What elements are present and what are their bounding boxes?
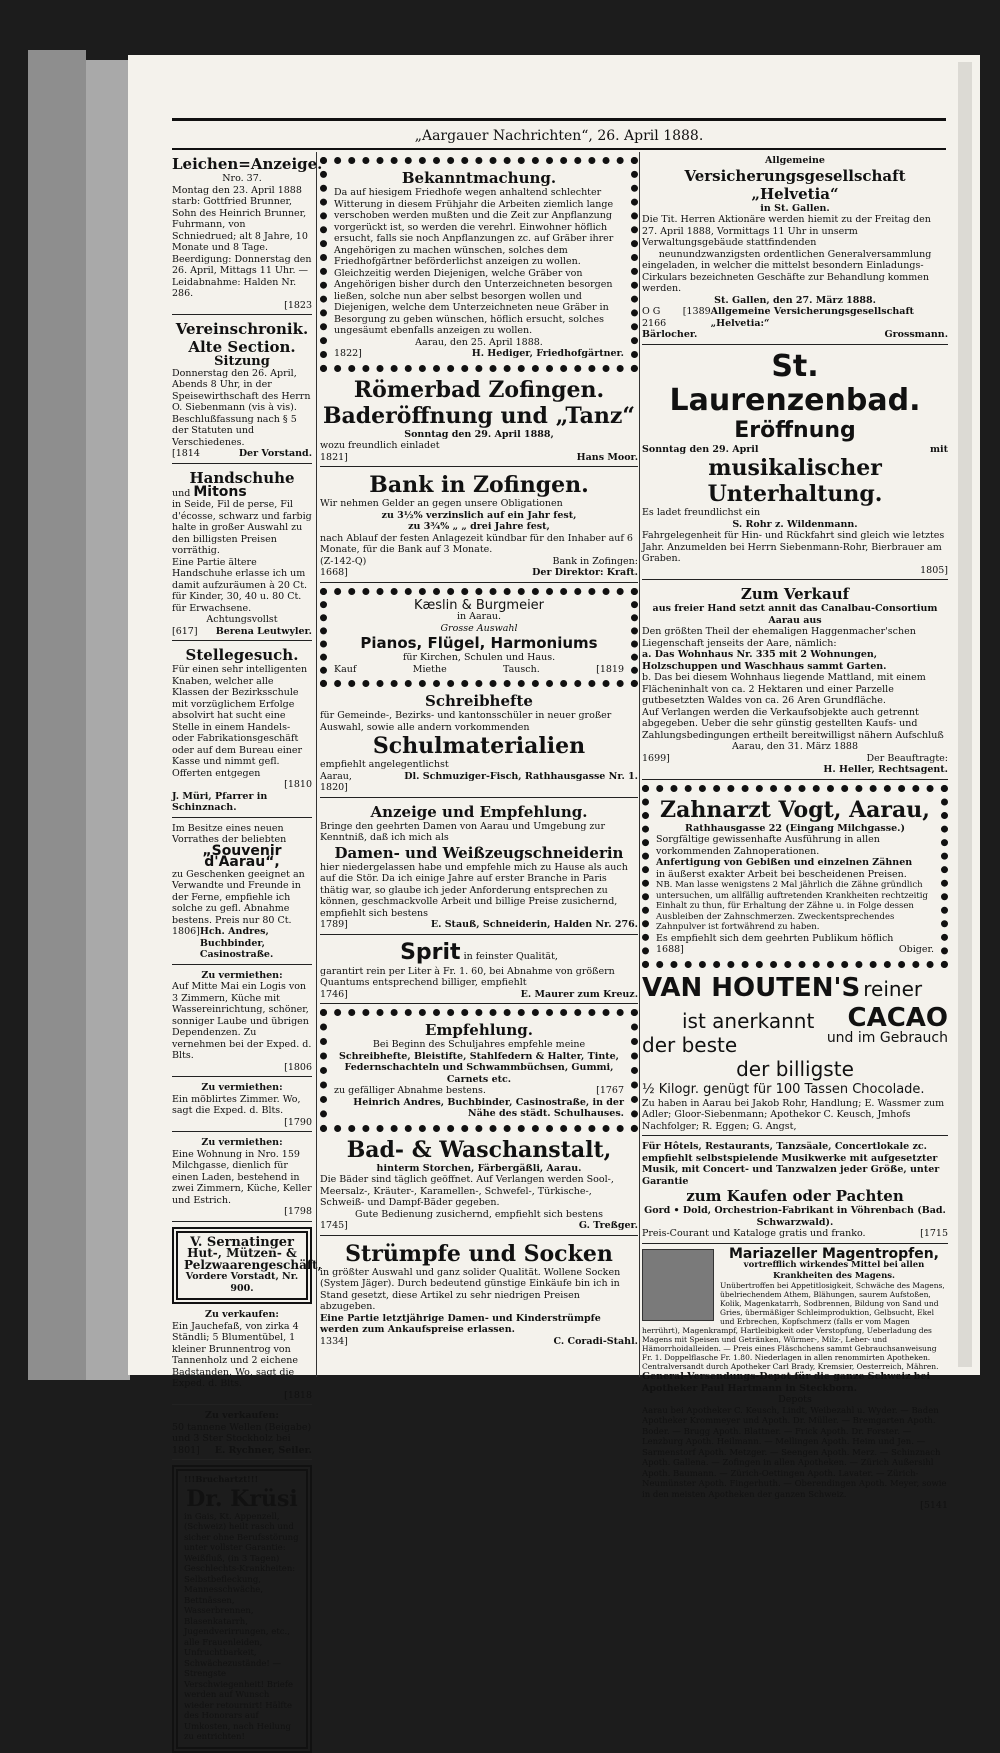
column-2 — [320, 155, 638, 1347]
verkauf-sub: aus freier Hand setzt annit das Canalbau-Consortium Aarau aus — [652, 603, 938, 626]
struempfe-ad — [320, 1241, 638, 1348]
roemerbad-ad — [320, 377, 638, 468]
helvetia-n1: Bärlocher. — [642, 329, 698, 340]
bad-title: Bad- & Waschanstalt, — [346, 1136, 612, 1163]
stellegesuch-code: [1810 — [284, 779, 312, 790]
sprit-sign: E. Maurer zum Kreuz. — [520, 988, 638, 1000]
roemerbad-sub: Baderöffnung und „Tanz“ — [322, 402, 636, 429]
verkauf-ad — [642, 585, 948, 780]
bank-code: 1668] — [320, 567, 348, 578]
stellegesuch-text: Für einen sehr intelligenten Knaben, welcher alle Klassen der Bezirksschule mit vorzüglichem Erfolge absolvirt hat sucht eine Stelle in einem Handels- oder Fabrikationsgeschäft oder auf dem Bureau einer Kasse und nimmt gefl. Offerten entgegen — [172, 664, 308, 779]
schreibhefte-rec: empfiehlt angelegentlichst — [320, 759, 449, 770]
bad-text: Die Bäder sind täglich geöffnet. Auf Verlangen werden Sool-, Meersalz-, Kräuter-, Karamellen-, Schwefel-, Türkische-, Schweiß- und Dampf-Bäder gegeben. — [320, 1174, 614, 1208]
kaeslin-miete: Miethe — [412, 663, 447, 675]
laurenzen-main: musikalischer Unterhaltung. — [707, 455, 883, 507]
verkauf-place: Aarau, den 31. März 1888 — [732, 741, 858, 752]
mariazell-code: [5141 — [920, 1500, 948, 1511]
gord-ad — [642, 1141, 948, 1244]
bekanntmachung-ad — [320, 157, 638, 372]
helvetia-ad — [642, 155, 948, 345]
gord-text: Für Hôtels, Restaurants, Tanzsäale, Concertlokale zc. empfiehlt selbstspielende Musikwerke mit aufgesetzter Musik, mit Concert- und Tanzwalzen jeder Größe, unter Garantie — [642, 1141, 940, 1187]
kruesi-ad — [172, 1465, 312, 1753]
struempfe-code: 1334] — [320, 1335, 348, 1347]
vermieten-1-title: Zu vermiethen: — [201, 969, 283, 981]
anzeige-title: Anzeige und Empfehlung. — [370, 802, 588, 821]
helvetia-text: Die Tit. Herren Aktionäre werden hiemit zu der Freitag den 27. April 1888, Vormittags 11 Uhr in unserm Verwaltungsgebäude stattfindenden — [642, 214, 931, 248]
leichen-nr: Nro. 37. — [222, 173, 262, 184]
bekannt-text2: Gleichzeitig werden Diejenigen, welche Gräber von Angehörigen bisher durch den Unterzeichneten besorgen ließen, solche nun aber selbst besorgen wollen und Diejenigen, welche dem Unterzeichneten neue Gräber in Besorgung zu geben wünschen, höflich ersucht, solches ungesäumt ebenfalls anzeigen zu wollen. — [334, 267, 613, 336]
column-3 — [642, 155, 948, 1512]
vermieten-2-text: Ein möblirtes Zimmer. Wo, sagt die Exped. d. Blts. — [172, 1093, 301, 1116]
handschuhe-mitons: Mitons — [193, 483, 247, 500]
souvenir-intro: Im Besitze eines neuen Vorrathes der beliebten — [172, 822, 287, 845]
vermieten-3 — [172, 1137, 312, 1222]
kaeslin-title: Kæslin & Burgmeier — [413, 597, 545, 613]
kaeslin-code: [1819 — [596, 663, 624, 675]
empfehlung-main: Schreibhefte, Bleistifte, Stahlfedern & Halter, Tinte, Federnschachteln und Schwammbüchsen, Gummi, Carnets etc. — [339, 1050, 619, 1085]
anzeige-text: Bringe den geehrten Damen von Aarau und Umgebung zur Kenntniß, daß ich mich als — [320, 820, 606, 843]
roemerbad-title: Römerbad Zofingen. — [353, 376, 605, 403]
verkaufen-1-text: Ein Jauchefaß, von zirka 4 Ständli; 5 Blumentübel, 1 kleiner Brunnentrog von Tannenholz und 2 eichene Badstanden. Wo, sagt die Exped. d. Blts. — [172, 1320, 299, 1389]
stellegesuch-title: Stellegesuch. — [185, 646, 299, 664]
kruesi-pre: !!!Bruchartzt!!! — [184, 1475, 259, 1485]
gord-sign: Gord • Dold, Orchestrion-Fabrikant in Vöhrenbach (Bad. Schwarzwald). — [644, 1205, 946, 1228]
verkauf-a: a. Das Wohnhaus Nr. 335 mit 2 Wohnungen, Holzschuppen und Waschhaus sammt Garten. — [642, 649, 887, 672]
helvetia-text2: eingeladen, in welcher die mittelst besondern Einladungs-Cirkulars bezeichneten Geschäfte zur Behandlung kommen werden. — [642, 260, 930, 294]
handschuhe-sign: Berena Leutwyler. — [215, 625, 312, 637]
vereins-sign: Der Vorstand. — [238, 448, 312, 459]
column-1 — [172, 155, 323, 1753]
column-rule-1 — [316, 152, 317, 1377]
mariazell-depot: General-Versendungs-Depot für die ganze Schweiz bei Apotheker Paul Hartmann in Steckborn. — [642, 1371, 931, 1394]
helvetia-code1: O G 2166 — [642, 306, 667, 329]
roemerbad-date: Sonntag den 29. April 1888, — [404, 428, 554, 440]
verkauf-title: Zum Verkauf — [740, 585, 850, 603]
empfehlung-code: [1767 — [596, 1085, 624, 1096]
bank-place: Bank in Zofingen: — [552, 555, 638, 567]
helvetia-main: neunundzwanzigsten ordentlichen Generalversammlung — [658, 248, 932, 260]
bad-sub: hinterm Storchen, Färbergäßli, Aarau. — [376, 1162, 582, 1174]
vogt-text3: Es empfiehlt sich dem geehrten Publikum höflich — [656, 932, 894, 944]
souvenir-sign: Hch. Andres, Buchbinder, Casinostraße. — [199, 926, 274, 960]
page-header: „Aargauer Nachrichten“, 26. April 1888. — [414, 128, 704, 144]
bank-line1: zu 3½% verzinslich auf ein Jahr fest, — [381, 509, 577, 521]
verkaufen-2-code: 1801] — [172, 1444, 200, 1456]
anzeige-code: 1789] — [320, 919, 348, 930]
leichen-text: Montag den 23. April 1888 starb: Gottfried Brunner, Sohn des Heinrich Brunner, Fuhrmann, von Schniedrued; alt 8 Jahre, 10 Monate und 8 Tage. — [172, 184, 308, 253]
vermieten-3-text: Eine Wohnung in Nro. 159 Milchgasse, dienlich für einen Laden, bestehend in zwei Zimmern, Küche, Keller und Estrich. — [172, 1148, 312, 1206]
bad-sign: G. Treßger. — [578, 1220, 638, 1231]
roemerbad-text: wozu freundlich einladet — [320, 440, 440, 451]
empfehlung-sign: Heinrich Andres, Buchbinder, Casinostraße, in der Nähe des städt. Schulhauses. — [353, 1096, 624, 1119]
bad-ad — [320, 1137, 638, 1236]
verkaufen-1-title: Zu verkaufen: — [205, 1309, 279, 1320]
empfehlung-text: Bei Beginn des Schuljahres empfehle meine — [372, 1039, 586, 1050]
souvenir-code: 1806] — [172, 926, 200, 937]
vanhouten-l4: der billigste — [736, 1056, 854, 1081]
header-rule-top — [172, 118, 946, 121]
souvenir-ad — [172, 823, 312, 965]
kruesi-text: in Gais, Kt. Appenzell, (Schweiz) heilt rasch und sicher ohne Berufsstörung unter vollster Garantie: Weißfluß, (in 3 Tagen) Geschlechts-Krankheiten: Selbstbefleckung, Mannesschwäche, Bettnässen, Wasserbrennen, Blasenkatarrh, Jugendverirrungen, etc., alle Frauenleiden, Unfruchtbarkeit, Schwächezustände! — Strengste Verschwiegenheit! Briefe werden auf Wunsch wieder retournirt! Hälfte des Honorars auf Umkosten, nach Heilung zu entrichten! — [184, 1511, 299, 1742]
sprit-text: garantirt rein per Liter à Fr. 1. 60, bei Abnahme von größern Quantums entsprechend billiger, empfiehlt — [320, 965, 615, 988]
sprit-code: 1746] — [320, 988, 348, 1000]
helvetia-t2: Versicherungsgesellschaft „Helvetia“ — [684, 166, 906, 203]
kaeslin-ad — [320, 588, 638, 688]
sprit-title: Sprit — [400, 939, 461, 965]
vanhouten-cacao: CACAO — [847, 1002, 948, 1033]
verkauf-b: b. Das bei diesem Wohnhaus liegende Mattland, mit einem Flächeninhalt von ca. 2 Hektaren und einer Parzelle gutbesetzten Waldes von ca. 26 Aren Grundfläche. — [642, 672, 926, 706]
handschuhe-ad — [172, 469, 312, 642]
empfehlung-text2: zu gefälliger Abnahme bestens. — [334, 1085, 486, 1096]
kruesi-title: Dr. Krüsi — [186, 1485, 298, 1512]
verkauf-text: Den größten Theil der ehemaligen Haggenmacher'schen Liegenschaft jenseits der Aare, nämlich: — [642, 626, 916, 649]
vanhouten-l2: ist anerkannt — [682, 1008, 815, 1033]
bank-ad — [320, 472, 638, 583]
laurenzen-code: 1805] — [920, 564, 948, 576]
gord-text2: Preis-Courant und Kataloge gratis und franko. — [642, 1228, 866, 1239]
mariazell-title: Mariazeller Magentropfen, — [728, 1245, 939, 1262]
vanhouten-text: Zu haben in Aarau bei Jakob Rohr, Handlung; E. Wassmer zum Adler; Gloor-Siebenmann; Apothekor C. Keusch, Jmhofs Nachfolger; R. Eggen; G. Angst, — [642, 1097, 945, 1132]
kaeslin-place: in Aarau. — [456, 611, 502, 622]
sernatinger-line4: Vordere Vorstadt, Nr. 900. — [185, 1271, 299, 1294]
mariazell-ad — [642, 1245, 948, 1512]
anzeige-sign: E. Stauß, Schneiderin, Halden Nr. 276. — [430, 919, 638, 930]
handschuhe-hoch: Achtungsvollst — [206, 614, 278, 625]
mariazell-text: Unübertroffen bei Appetitlosigkeit, Schwäche des Magens, übelriechendem Athem, Blähungen, saurem Aufstoßen, Kolik, Magenkatarrh, Sodbrennen, Bildung von Sand und Gries, übermäßiger Schleimproduktion, Gelbsucht, Ekel und Erbrechen, Kopfschmerz (falls er vom Magen herrührt), Magenkrampf, Hartleibigkeit oder Verstopfung, Ueberladung des Magens mit Speisen und Getränken, Würmer-, Milz-, Leber- und Hämorrhoidalleiden. — Preis eines Fläschchens sammt Gebrauchsanweisung Fr. 1. Doppelflasche Fr. 1.80. Niederlagen in allen renommirten Apotheken. Centralversandt durch Apotheker Carl Brady, Kremsier, Oesterreich, Mähren. — [642, 1281, 945, 1371]
vermieten-2-code: [1790 — [284, 1116, 312, 1128]
kaeslin-for: für Kirchen, Schulen und Haus. — [402, 652, 556, 663]
book-binding — [28, 50, 86, 1380]
bekannt-sign: H. Hediger, Friedhofgärtner. — [471, 348, 624, 359]
bank-title: Bank in Zofingen. — [369, 472, 589, 498]
sernatinger-line2: Hut-, Mützen- & — [187, 1246, 297, 1260]
page-edge — [958, 62, 972, 1367]
bekannt-code: 1822] — [334, 348, 362, 359]
bekannt-title: Bekanntmachung. — [401, 169, 557, 187]
vogt-code: 1688] — [656, 944, 684, 955]
kaeslin-kauf: Kauf — [334, 663, 357, 675]
sernatinger-line3: Pelzwaarengeschäft, — [184, 1257, 322, 1272]
helvetia-t1: Allgemeine — [765, 155, 825, 166]
struempfe-title: Strümpfe und Socken — [345, 1240, 613, 1267]
stellegesuch-ad — [172, 646, 312, 818]
vanhouten-l5: ½ Kilogr. genügt für 100 Tassen Chocolade. — [642, 1081, 925, 1097]
kaeslin-main: Pianos, Flügel, Harmoniums — [360, 634, 598, 652]
vogt-ad — [642, 785, 948, 968]
handschuhe-code: [617] — [172, 625, 198, 637]
column-rule-2 — [639, 152, 640, 1377]
vereinschronik — [172, 320, 312, 464]
souvenir-title: „Souvenir d'Aarau“, — [202, 842, 282, 870]
laurenzen-text2: Fahrgelegenheit für Hin- und Rückfahrt sind gleich wie letztes Jahr. Anzumelden bei Herrn Siebenmann-Rohr, Bierbrauer am Graben. — [642, 530, 945, 564]
vanhouten-l3a: der beste — [642, 1032, 738, 1057]
verkaufen-1 — [172, 1309, 312, 1405]
laurenzen-sign: S. Rohr z. Wildenmann. — [732, 518, 858, 530]
handschuhe-und: und — [172, 487, 191, 499]
schreibhefte-place: Aarau, — [320, 770, 352, 782]
verkaufen-2-text: 50 tannene Wellen (Beigabe) und 3 Ster Stockholz bei — [172, 1421, 312, 1444]
bank-sign: Der Direktor: Kraft. — [532, 567, 638, 578]
verkaufen-2-title: Zu verkaufen: — [205, 1410, 279, 1421]
bad-text2: Gute Bedienung zusichernd, empfiehlt sich bestens — [355, 1208, 603, 1220]
helvetia-t3: in St. Gallen. — [760, 202, 830, 214]
bank-text: Wir nehmen Gelder an gegen unsere Obligationen — [320, 498, 563, 509]
verkaufen-2-sign: E. Rychner, Seiler. — [214, 1444, 312, 1456]
vermieten-1-code: [1806 — [284, 1061, 312, 1073]
laurenzen-sub: Eröffnung — [734, 417, 856, 443]
kaeslin-sub: Grosse Auswahl — [440, 622, 518, 634]
sernatinger-line1: V. Sernatinger — [190, 1234, 294, 1250]
schreibhefte-code: 1820] — [320, 782, 348, 793]
schreibhefte-sign: Dl. Schmuziger-Fisch, Rathhausgasse Nr. 1. — [404, 770, 638, 782]
leichen-anzeige — [172, 155, 323, 315]
sernatinger-ad — [172, 1227, 322, 1305]
mariazell-sub: vortrefflich wirkendes Mittel bei allen Krankheiten des Magens. — [743, 1260, 925, 1281]
verkauf-role: Der Beauftragte: — [866, 752, 948, 764]
vereins-text: Donnerstag den 26. April, Abends 8 Uhr, in der Speisewirthschaft des Herrn O. Siebenmann (vis à vis). Beschlußfassung nach § 5 der Statuten und Verschiedenes. — [172, 367, 311, 448]
stellegesuch-sign: J. Müri, Pfarrer in Schinznach. — [172, 790, 268, 813]
laurenzen-title: St. Laurenzenbad. — [669, 348, 921, 418]
schreibhefte-title: Schreibhefte — [425, 692, 533, 710]
roemerbad-code: 1821] — [320, 451, 348, 463]
verkauf-text2: Auf Verlangen werden die Verkaufsobjekte auch getrennt abgegeben. Ueber die sehr günstig gestellten Kaufs- und Zahlungsbedingungen ertheilt bereitwilligst nähern Aufschluß — [642, 706, 944, 741]
laurenzen-ad — [642, 350, 948, 581]
vermieten-2 — [172, 1082, 312, 1132]
verkaufen-1-code: [1818 — [284, 1389, 312, 1401]
souvenir-text: zu Geschenken geeignet an Verwandte und Freunde in der Ferne, empfiehle ich solche zu gefl. Abnahme bestens. Preis nur 80 Ct. — [172, 868, 305, 926]
laurenzen-text: Es ladet freundlichst ein — [642, 507, 761, 518]
mariazell-engraving-image — [642, 1249, 714, 1321]
bank-text2: nach Ablauf der festen Anlagezeit kündbar für den Inhaber auf 6 Monate, für die Bank auf 3 Monate. — [320, 532, 633, 555]
vanhouten-ad — [642, 973, 948, 1137]
mariazell-depots-label: Depots — [778, 1394, 812, 1405]
vermieten-2-title: Zu vermiethen: — [201, 1082, 283, 1093]
vogt-sign: Obiger. — [898, 944, 934, 955]
schreibhefte-ad — [320, 692, 638, 798]
vermieten-1-text: Auf Mitte Mai ein Logis von 3 Zimmern, Küche mit Wassereinrichtung, schöner, sonniger Laube und übrigen Dependenzen. Zu vernehmen bei der Exped. d. Blts. — [172, 981, 312, 1061]
leichen-text2: Beerdigung: Donnerstag den 26. April, Mittags 11 Uhr. — Leidabnahme: Halden Nr. 286. — [172, 253, 312, 299]
vereins-title: Vereinschronik. — [175, 320, 309, 338]
struempfe-sign: C. Coradi-Stahl. — [553, 1335, 638, 1347]
vogt-text2: in äußerst exakter Arbeit bei bescheidenen Preisen. — [656, 868, 907, 880]
sprit-sub: in feinster Qualität, — [463, 950, 558, 962]
schreibhefte-text: für Gemeinde-, Bezirks- und kantonsschüler in neuer großer Auswahl, sowie alle andern vorkommenden — [320, 710, 612, 733]
anzeige-ad — [320, 803, 638, 935]
vermieten-3-title: Zu vermiethen: — [201, 1137, 283, 1148]
struempfe-text2: Eine Partie letztjährige Damen- und Kinderstrümpfe werden zum Ankaufspreise erlassen. — [320, 1312, 601, 1335]
vogt-sub: Rathhausgasse 22 (Eingang Milchgasse.) — [685, 822, 905, 834]
vogt-title: Zahnarzt Vogt, Aarau, — [660, 796, 930, 823]
vereins-code: [1814 — [172, 448, 200, 459]
vogt-nb: NB. Man lasse wenigstens 2 Mal jährlich die Zähne gründlich untersuchen, um allfällig auftretenden Krankheiten rechtzeitig Einhalt zu thun, für Erhaltung der Zähne u. in Folge dessen Ausbleiben der Zahnschmerzen. Zweckentsprechendes Zahnpulver ist fortwährend zu haben. — [656, 880, 928, 932]
handschuhe-text: in Seide, Fil de perse, Fil d'écosse, schwarz und farbig halte in großer Auswahl zu den billigsten Preisen vorräthig. — [172, 499, 312, 556]
helvetia-n2: Grossmann. — [884, 329, 948, 340]
vogt-text: Sorgfältige gewissenhafte Ausführung in allen vorkommenden Zahnoperationen. — [656, 834, 880, 857]
roemerbad-sign: Hans Moor. — [576, 451, 638, 463]
mariazell-list: Aarau bei Apotheker C. Keusch, Lindt, Weibezahl u. Wyder. — Baden Apotheker Krommeyer und Apoth. Dr. Müller. — Bremgarten Apoth. Boder. — Brugg Apoth. Blattner. — Frick Apoth. Dr. Forster. — Lenzburg Apoth. Heilmann. — Mellingen Apoth. Heim und Jen. — Sarmenstorf Apoth. Metzger. — Seengen Apoth. Merz. — Schinznach Apoth. Gallena. — Zofingen in allen Apotheken. — Zürich Außersihl Apoth. Baumann. — Zürich-Oettingen Apoth. Lavater. — Zürich-Neumünster Apoth. Fingerhuth. — Oberendingen Apoth. Meyer, sowie in den meisten Apotheken der ganzen Schweiz. — [642, 1405, 947, 1500]
vereins-sitzung: Sitzung — [214, 354, 270, 369]
bad-code: 1745] — [320, 1220, 348, 1231]
laurenzen-mit: mit — [929, 443, 948, 455]
bank-line2: zu 3¾% „ „ drei Jahre fest, — [408, 521, 550, 532]
anzeige-text2: hier niedergelassen habe und empfehle mich zu Hause als auch auf die Stör. Da ich einige Jahre auf erster Branche in Paris thätig war, so glaube ich jeder Anforderung entsprechen zu können, geschmackvolle Arbeit und billige Preise zusichernd, empfiehlt sich bestens — [320, 861, 628, 919]
handschuhe-title: Handschuhe — [189, 468, 295, 487]
helvetia-place: St. Gallen, den 27. März 1888. — [714, 294, 876, 306]
book-binding-inner — [86, 60, 130, 1380]
helvetia-firm: Allgemeine Versicherungsgesellschaft „Helvetia:“ — [710, 306, 914, 329]
schreibhefte-main: Schulmaterialien — [372, 733, 586, 759]
empfehlung-ad — [320, 1009, 638, 1132]
leichen-code: [1823 — [284, 299, 312, 311]
verkauf-sign: H. Heller, Rechtsagent. — [823, 764, 948, 775]
bekannt-place: Aarau, den 25. April 1888. — [415, 336, 543, 348]
vermieten-3-code: [1798 — [284, 1206, 312, 1217]
vanhouten-l1b: reiner — [863, 976, 923, 1001]
vogt-main: Anfertigung von Gebißen und einzelnen Zähnen — [656, 857, 913, 868]
verkauf-code: 1699] — [642, 752, 670, 764]
verkaufen-2 — [172, 1410, 312, 1460]
empfehlung-title: Empfehlung. — [425, 1021, 533, 1039]
kaeslin-tausch: Tausch. — [503, 663, 540, 675]
vanhouten-l3b: und im Gebrauch — [826, 1029, 948, 1046]
leichen-title: Leichen=Anzeige. — [172, 155, 323, 173]
header-rule-bottom — [172, 148, 946, 150]
bank-ref: (Z-142-Q) — [320, 555, 367, 567]
struempfe-text: in größter Auswahl und ganz solider Qualität. Wollene Socken (System Jäger). Durch bedeutend günstige Einkäufe bin ich in Stand gesetzt, diese Artikel zu sehr niedrigen Preisen abzugeben. — [320, 1266, 621, 1312]
helvetia-code2: [1389 — [682, 306, 711, 317]
bekannt-text: Da auf hiesigem Friedhofe wegen anhaltend schlechter Witterung in diesem Frühjahr die Arbeiten ziemlich lange verschoben werden mußten und die Zeit zur Anpflanzung vorgerückt ist, so werden die verehrl. Einwohner höflich ersucht, falls sie noch Anpflanzungen zc. auf Gräber ihrer Angehörigen zu machen wünschen, solches dem Friedhofgärtner beförderlichst anzeigen zu wollen. — [334, 187, 614, 267]
vereins-section: Alte Section. — [188, 338, 296, 356]
gord-code: [1715 — [920, 1228, 948, 1239]
anzeige-main: Damen- und Weißzeugschneiderin — [334, 843, 624, 862]
sprit-ad — [320, 940, 638, 1005]
vanhouten-l1: VAN HOUTEN'S — [642, 972, 861, 1003]
laurenzen-date: Sonntag den 29. April — [642, 443, 759, 455]
handschuhe-text2: Eine Partie ältere Handschuhe erlasse ich um damit aufzuräumen à 20 Ct. für Kinder, 30, 40 u. 80 Ct. für Erwachsene. — [172, 556, 308, 614]
gord-main: zum Kaufen oder Pachten — [686, 1187, 904, 1205]
vermieten-1 — [172, 970, 312, 1078]
